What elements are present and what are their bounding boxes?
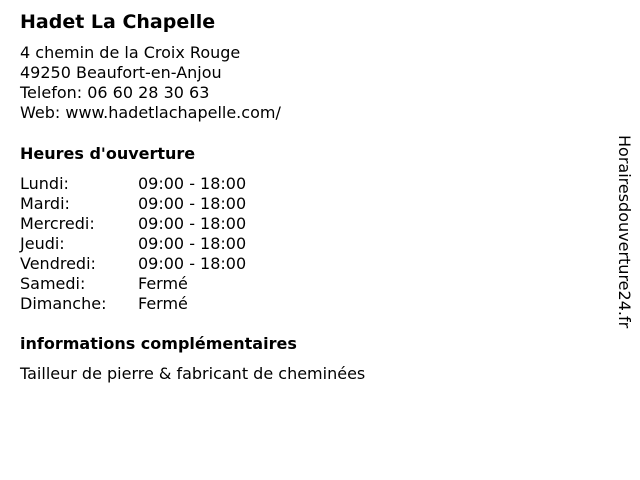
hours-row-monday	[20, 174, 280, 194]
day-label: Jeudi:	[20, 234, 65, 253]
day-label: Lundi:	[20, 174, 69, 193]
website-line: Web: www.hadetlachapelle.com/	[20, 103, 281, 122]
hours-row-sunday	[20, 294, 280, 314]
day-label: Samedi:	[20, 274, 86, 293]
hours-value: 09:00 - 18:00	[138, 234, 247, 253]
business-name: Hadet La Chapelle	[20, 11, 216, 33]
hours-row-tuesday	[20, 194, 280, 214]
day-label: Dimanche:	[20, 294, 107, 313]
hours-row-saturday	[20, 274, 280, 294]
hours-row-wednesday	[20, 214, 280, 234]
phone-line: Telefon: 06 60 28 30 63	[20, 83, 210, 102]
additional-info-heading: informations complémentaires	[20, 334, 297, 353]
opening-hours-table	[20, 174, 280, 314]
hours-value: 09:00 - 18:00	[138, 174, 247, 193]
hours-value: Fermé	[138, 294, 188, 313]
hours-row-friday	[20, 254, 280, 274]
opening-hours-heading: Heures d'ouverture	[20, 144, 196, 163]
day-label: Mercredi:	[20, 214, 95, 233]
hours-value: Fermé	[138, 274, 188, 293]
day-label: Vendredi:	[20, 254, 96, 273]
address-line-2: 49250 Beaufort-en-Anjou	[20, 63, 222, 82]
hours-value: 09:00 - 18:00	[138, 254, 247, 273]
address-line-1: 4 chemin de la Croix Rouge	[20, 43, 241, 62]
hours-row-thursday	[20, 234, 280, 254]
contact-block	[20, 43, 281, 123]
day-label: Mardi:	[20, 194, 70, 213]
hours-value: 09:00 - 18:00	[138, 194, 247, 213]
site-watermark: Horairesdouverture24.fr	[615, 135, 634, 329]
business-description: Tailleur de pierre & fabricant de cheminées	[20, 364, 366, 383]
hours-value: 09:00 - 18:00	[138, 214, 247, 233]
